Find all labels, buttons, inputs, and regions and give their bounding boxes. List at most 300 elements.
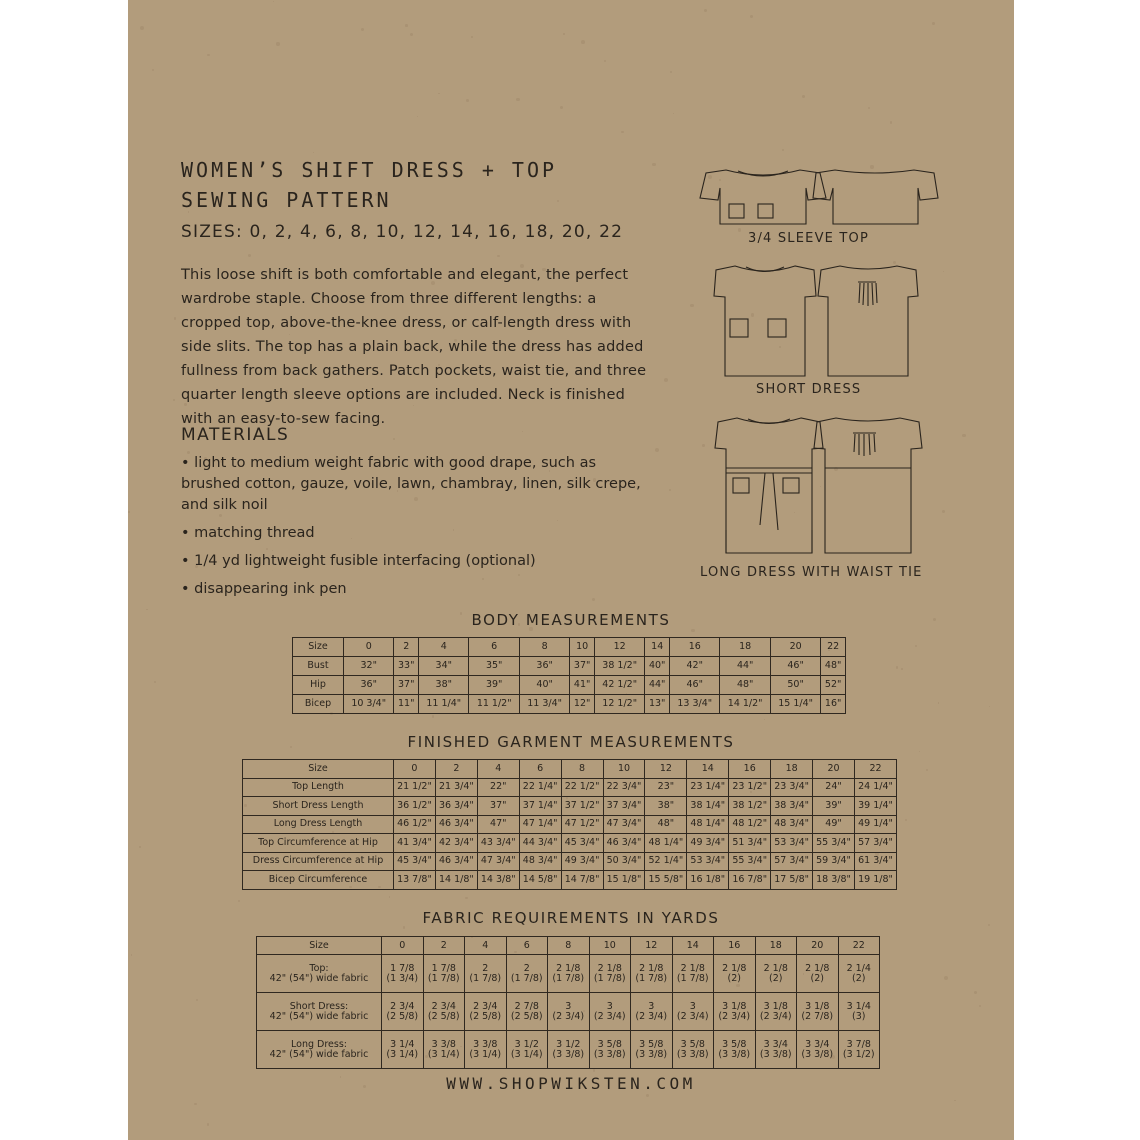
materials-item: • matching thread (181, 525, 315, 541)
table-cell: 36 3/4" (435, 797, 477, 816)
paper-speck (989, 706, 990, 707)
table-cell (506, 993, 548, 1031)
table-cell: 47 1/4" (519, 815, 561, 834)
table-cell (631, 1031, 673, 1069)
table-header-cell: 8 (548, 937, 590, 955)
paper-speck (432, 715, 435, 718)
yardage-value: 3 1/2 (514, 1038, 539, 1050)
yardage-value: 2 1/8 (639, 962, 664, 974)
table-header-cell: 10 (589, 937, 631, 955)
table-cell: 46 1/2" (394, 815, 436, 834)
paper-speck (154, 681, 156, 683)
table-header-cell: 2 (435, 760, 477, 779)
row-label-line1: Long Dress: (291, 1038, 347, 1050)
yardage-value: 2 1/4 (846, 962, 871, 974)
table-cell: 21 1/2" (394, 778, 436, 797)
table-cell (755, 955, 797, 993)
row-label-cell: Bust (293, 657, 344, 676)
table-cell (797, 1031, 839, 1069)
table-cell: 50 3/4" (603, 852, 645, 871)
table-cell: 48 1/2" (729, 815, 771, 834)
table-cell: 48" (821, 657, 846, 676)
table-cell: 44 3/4" (519, 834, 561, 853)
table-cell (797, 993, 839, 1031)
table-cell: 45 3/4" (394, 852, 436, 871)
row-label-cell (257, 1031, 382, 1069)
pattern-title: WOMEN’S SHIFT DRESS + TOP (181, 158, 558, 182)
table-header-cell: 18 (771, 760, 813, 779)
table-header-cell: 18 (755, 937, 797, 955)
table-cell: 46" (670, 676, 720, 695)
table-cell: 23 3/4" (771, 778, 813, 797)
table-cell: 37 1/2" (561, 797, 603, 816)
table-header-cell: 0 (344, 638, 394, 657)
table-cell: 48" (720, 676, 770, 695)
yardage-value: 1 7/8 (390, 962, 415, 974)
yardage-wide-value: (2 5/8) (510, 1010, 543, 1022)
table-cell: 32" (344, 657, 394, 676)
table-cell: 36" (344, 676, 394, 695)
table-row (293, 695, 846, 714)
pattern-subtitle: SEWING PATTERN (181, 188, 392, 212)
table-cell: 49 3/4" (561, 852, 603, 871)
table-cell: 46 3/4" (435, 815, 477, 834)
yardage-value: 3 3/8 (473, 1038, 498, 1050)
table-header-cell: 6 (506, 937, 548, 955)
table-cell: 35" (469, 657, 519, 676)
table-cell: 46" (770, 657, 820, 676)
sleeve-top-back-drawing (813, 170, 938, 224)
table-header-cell: 4 (465, 937, 507, 955)
table-cell: 41" (570, 676, 595, 695)
yardage-wide-value: (2 3/4) (635, 1010, 668, 1022)
table-cell: 45 3/4" (561, 834, 603, 853)
short-dress-front-drawing (714, 266, 816, 376)
table-header-cell: 18 (720, 638, 770, 657)
table-cell: 52 1/4" (645, 852, 687, 871)
row-label-cell (257, 955, 382, 993)
table-cell: 13 7/8" (394, 871, 436, 890)
table-header-cell: 20 (797, 937, 839, 955)
table-header-cell: 20 (770, 638, 820, 657)
table-cell (714, 955, 756, 993)
table-row (243, 778, 897, 797)
table-cell: 52" (821, 676, 846, 695)
fabric-requirements-table (256, 936, 880, 1069)
paper-speck (954, 1100, 955, 1101)
table-cell: 15 5/8" (645, 871, 687, 890)
table-cell (382, 955, 424, 993)
paper-speck (944, 976, 948, 980)
table-cell (465, 955, 507, 993)
table-cell (382, 993, 424, 1031)
table-cell: 42" (670, 657, 720, 676)
row-label-cell: Long Dress Length (243, 815, 394, 834)
yardage-wide-value: (1 7/8) (510, 972, 543, 984)
table-cell: 33" (394, 657, 419, 676)
yardage-wide-value: (1 7/8) (469, 972, 502, 984)
table-cell: 49" (813, 815, 855, 834)
table-header-row (243, 760, 897, 779)
table-header-cell: Size (293, 638, 344, 657)
paper-speck (207, 1123, 209, 1125)
table-cell (465, 993, 507, 1031)
paper-speck (764, 719, 766, 721)
table-cell: 53 3/4" (687, 852, 729, 871)
table-cell: 46 3/4" (435, 852, 477, 871)
table-cell: 41 3/4" (394, 834, 436, 853)
table-cell: 39" (469, 676, 519, 695)
yardage-wide-value: (1 7/8) (676, 972, 709, 984)
paper-speck (139, 846, 140, 847)
table-cell: 38" (645, 797, 687, 816)
yardage-value: 2 1/8 (680, 962, 705, 974)
yardage-wide-value: (3 1/4) (469, 1048, 502, 1060)
paper-speck (926, 769, 928, 771)
yardage-value: 3 1/2 (556, 1038, 581, 1050)
yardage-wide-value: (3 1/4) (510, 1048, 543, 1060)
row-label-cell: Bicep Circumference (243, 871, 394, 890)
paper-speck (196, 999, 198, 1001)
yardage-value: 2 7/8 (514, 1000, 539, 1012)
yardage-value: 2 3/4 (431, 1000, 456, 1012)
pattern-description: This loose shift is both comfortable and elegant, the perfect wardrobe staple. Choose from three different lengths: a cropped top, above-the-knee dress, or calf-length dress with side slits. The top has a plain back, while the dress has added fullness from back gathers. Patch pockets, waist tie, and three quarter length sleeve options are included. Neck is finished with an easy-to-sew facing. (181, 267, 647, 427)
table-row (243, 871, 897, 890)
table-header-cell: 22 (821, 638, 846, 657)
yardage-value: 3 5/8 (639, 1038, 664, 1050)
paper-speck (979, 1005, 981, 1007)
table-cell: 14 3/8" (477, 871, 519, 890)
yardage-value: 2 1/8 (597, 962, 622, 974)
table-header-cell: 14 (687, 760, 729, 779)
yardage-value: 3 1/8 (722, 1000, 747, 1012)
table-cell: 38 3/4" (771, 797, 813, 816)
table-cell (714, 993, 756, 1031)
table-cell: 14 7/8" (561, 871, 603, 890)
table-header-cell: 4 (477, 760, 519, 779)
table-cell: 14 1/8" (435, 871, 477, 890)
table-cell: 24 1/4" (854, 778, 896, 797)
table-cell: 47 3/4" (603, 815, 645, 834)
yardage-value: 2 3/4 (473, 1000, 498, 1012)
table-cell: 57 3/4" (854, 834, 896, 853)
table-cell: 48 1/4" (645, 834, 687, 853)
table-cell: 38" (419, 676, 469, 695)
paper-speck (691, 629, 694, 632)
table-cell: 44" (720, 657, 770, 676)
table-header-cell: 16 (729, 760, 771, 779)
yardage-wide-value: (1 3/4) (386, 972, 419, 984)
table-cell (672, 1031, 714, 1069)
pattern-envelope-back (128, 0, 1014, 1140)
yardage-value: 3 (689, 1000, 696, 1012)
yardage-wide-value: (3 3/8) (801, 1048, 834, 1060)
table-header-cell: 2 (423, 937, 465, 955)
yardage-wide-value: (2 7/8) (801, 1010, 834, 1022)
yardage-wide-value: (2 3/4) (593, 1010, 626, 1022)
table-cell: 17 5/8" (771, 871, 813, 890)
table-cell: 49 3/4" (687, 834, 729, 853)
table-cell (838, 1031, 880, 1069)
yardage-wide-value: (2 5/8) (386, 1010, 419, 1022)
table-header-cell: 14 (672, 937, 714, 955)
table-cell: 16 1/8" (687, 871, 729, 890)
yardage-wide-value: (1 7/8) (552, 972, 585, 984)
table-cell (838, 993, 880, 1031)
table-header-cell: Size (243, 760, 394, 779)
table-cell: 22" (477, 778, 519, 797)
paper-speck (646, 1094, 649, 1097)
yardage-wide-value: (2) (769, 972, 783, 984)
garment-illustrations (128, 0, 1014, 600)
yardage-value: 3 7/8 (846, 1038, 871, 1050)
yardage-value: 3 5/8 (680, 1038, 705, 1050)
table-cell: 37 1/4" (519, 797, 561, 816)
yardage-wide-value: (3 1/4) (427, 1048, 460, 1060)
table-cell: 37" (477, 797, 519, 816)
table-cell: 34" (419, 657, 469, 676)
fabric-requirements-heading: FABRIC REQUIREMENTS IN YARDS (422, 909, 720, 927)
materials-item: • 1/4 yd lightweight fusible interfacing (optional) (181, 553, 536, 569)
table-cell (506, 955, 548, 993)
table-cell: 47 1/2" (561, 815, 603, 834)
table-cell (423, 993, 465, 1031)
table-cell: 14 5/8" (519, 871, 561, 890)
table-cell (423, 1031, 465, 1069)
table-cell: 47" (477, 815, 519, 834)
yardage-wide-value: (3 3/8) (759, 1048, 792, 1060)
table-cell: 22 1/2" (561, 778, 603, 797)
long-dress-back-drawing (814, 418, 922, 553)
body-measurements-heading: BODY MEASUREMENTS (471, 611, 671, 629)
paper-speck (593, 1069, 596, 1072)
yardage-wide-value: (1 7/8) (635, 972, 668, 984)
table-cell (589, 955, 631, 993)
yardage-value: 3 (648, 1000, 655, 1012)
table-cell: 51 3/4" (729, 834, 771, 853)
table-cell: 15 1/8" (603, 871, 645, 890)
table-cell: 11 1/2" (469, 695, 519, 714)
table-cell: 43 3/4" (477, 834, 519, 853)
table-cell (589, 1031, 631, 1069)
body-measurements-table (292, 637, 846, 714)
yardage-wide-value: (2) (852, 972, 866, 984)
yardage-value: 3 3/8 (431, 1038, 456, 1050)
yardage-wide-value: (3 3/8) (593, 1048, 626, 1060)
row-label-cell: Short Dress Length (243, 797, 394, 816)
table-header-row (293, 638, 846, 657)
yardage-value: 2 1/8 (556, 962, 581, 974)
table-cell (548, 1031, 590, 1069)
table-cell: 48 3/4" (771, 815, 813, 834)
paper-speck (389, 896, 391, 898)
table-cell: 36 1/2" (394, 797, 436, 816)
yardage-wide-value: (2 5/8) (427, 1010, 460, 1022)
table-row (257, 1031, 880, 1069)
table-cell: 19 1/8" (854, 871, 896, 890)
table-cell: 38 1/4" (687, 797, 729, 816)
row-label-cell: Dress Circumference at Hip (243, 852, 394, 871)
table-cell: 21 3/4" (435, 778, 477, 797)
table-cell: 22 3/4" (603, 778, 645, 797)
table-row (293, 657, 846, 676)
table-cell: 12" (570, 695, 595, 714)
yardage-wide-value: (2 3/4) (552, 1010, 585, 1022)
table-cell: 13 3/4" (670, 695, 720, 714)
row-label-cell: Hip (293, 676, 344, 695)
row-label-cell (257, 993, 382, 1031)
table-cell (423, 955, 465, 993)
yardage-wide-value: (1 7/8) (427, 972, 460, 984)
row-label-cell: Top Circumference at Hip (243, 834, 394, 853)
table-cell: 36" (519, 657, 569, 676)
table-header-cell: 0 (382, 937, 424, 955)
yardage-wide-value: (2 3/4) (759, 1010, 792, 1022)
table-cell: 24" (813, 778, 855, 797)
yardage-value: 3 3/4 (805, 1038, 830, 1050)
table-header-cell: 22 (838, 937, 880, 955)
yardage-wide-value: (3 3/8) (718, 1048, 751, 1060)
table-cell (631, 993, 673, 1031)
yardage-wide-value: (3 3/8) (676, 1048, 709, 1060)
table-header-cell: 10 (570, 638, 595, 657)
row-label-cell: Bicep (293, 695, 344, 714)
yardage-value: 2 (482, 962, 489, 974)
table-cell: 15 1/4" (770, 695, 820, 714)
table-cell (589, 993, 631, 1031)
row-label-line2: 42" (54") wide fabric (269, 1048, 369, 1060)
table-row (243, 815, 897, 834)
table-cell: 12 1/2" (594, 695, 644, 714)
paper-speck (915, 645, 917, 647)
table-header-cell: 16 (714, 937, 756, 955)
paper-speck (901, 668, 902, 669)
table-cell (672, 993, 714, 1031)
table-header-cell: 8 (519, 638, 569, 657)
figure-label-long-dress: LONG DRESS WITH WAIST TIE (700, 565, 923, 580)
figure-label-short-dress: SHORT DRESS (756, 382, 862, 397)
table-header-cell: 14 (645, 638, 670, 657)
materials-item: • disappearing ink pen (181, 581, 347, 597)
table-cell: 37 3/4" (603, 797, 645, 816)
table-header-cell: 12 (645, 760, 687, 779)
yardage-wide-value: (2 3/4) (718, 1010, 751, 1022)
yardage-value: 2 1/8 (763, 962, 788, 974)
paper-speck (465, 897, 467, 899)
table-row (257, 993, 880, 1031)
finished-garment-heading: FINISHED GARMENT MEASUREMENTS (407, 733, 735, 751)
yardage-wide-value: (3) (852, 1010, 866, 1022)
table-cell: 23 1/2" (729, 778, 771, 797)
yardage-value: 3 1/8 (805, 1000, 830, 1012)
yardage-wide-value: (3 1/2) (842, 1048, 875, 1060)
table-row (257, 955, 880, 993)
paper-speck (238, 900, 240, 902)
yardage-wide-value: (2 5/8) (469, 1010, 502, 1022)
finished-garment-table (242, 759, 897, 890)
yardage-value: 2 1/8 (722, 962, 747, 974)
table-cell: 48 3/4" (519, 852, 561, 871)
yardage-wide-value: (1 7/8) (593, 972, 626, 984)
table-cell (797, 955, 839, 993)
table-header-cell: 10 (603, 760, 645, 779)
table-cell: 11 1/4" (419, 695, 469, 714)
row-label-cell: Top Length (243, 778, 394, 797)
yardage-value: 3 3/4 (763, 1038, 788, 1050)
table-cell: 49 1/4" (854, 815, 896, 834)
table-cell: 38 1/2" (729, 797, 771, 816)
table-cell: 50" (770, 676, 820, 695)
table-row (293, 676, 846, 695)
yardage-wide-value: (2) (810, 972, 824, 984)
website-url: WWW.SHOPWIKSTEN.COM (446, 1074, 696, 1093)
table-header-cell: 12 (594, 638, 644, 657)
table-cell: 11 3/4" (519, 695, 569, 714)
table-cell: 11" (394, 695, 419, 714)
table-cell (465, 1031, 507, 1069)
yardage-value: 3 5/8 (597, 1038, 622, 1050)
table-header-cell: 22 (854, 760, 896, 779)
table-cell: 42 1/2" (594, 676, 644, 695)
table-cell (755, 1031, 797, 1069)
row-label-line1: Short Dress: (289, 1000, 349, 1012)
table-cell: 38 1/2" (594, 657, 644, 676)
table-cell (548, 993, 590, 1031)
materials-item: • light to medium weight fabric with good drape, such as brushed cotton, gauze, voile, lawn, chambray, linen, silk crepe, and silk noil (181, 455, 641, 513)
table-cell (672, 955, 714, 993)
table-cell (506, 1031, 548, 1069)
table-header-cell: Size (257, 937, 382, 955)
row-label-line2: 42" (54") wide fabric (269, 1010, 369, 1022)
table-cell (548, 955, 590, 993)
table-cell: 18 3/8" (813, 871, 855, 890)
yardage-value: 2 3/4 (390, 1000, 415, 1012)
table-header-cell: 8 (561, 760, 603, 779)
yardage-value: 3 1/8 (763, 1000, 788, 1012)
yardage-value: 3 5/8 (722, 1038, 747, 1050)
sizes-line: SIZES: 0, 2, 4, 6, 8, 10, 12, 14, 16, 18, 20, 22 (181, 222, 624, 242)
yardage-wide-value: (3 1/4) (386, 1048, 419, 1060)
table-cell: 55 3/4" (729, 852, 771, 871)
long-dress-front-drawing (715, 418, 823, 553)
figure-label-sleeve-top: 3/4 SLEEVE TOP (748, 231, 870, 246)
table-cell: 22 1/4" (519, 778, 561, 797)
table-header-cell: 0 (394, 760, 436, 779)
materials-heading: MATERIALS (181, 425, 290, 445)
paper-speck (194, 1103, 196, 1105)
table-cell (714, 1031, 756, 1069)
table-cell: 39" (813, 797, 855, 816)
yardage-value: 2 1/8 (805, 962, 830, 974)
table-header-cell: 2 (394, 638, 419, 657)
yardage-value: 2 (523, 962, 530, 974)
table-header-cell: 6 (469, 638, 519, 657)
table-cell (382, 1031, 424, 1069)
table-cell: 39 1/4" (854, 797, 896, 816)
paper-speck (905, 819, 907, 821)
yardage-value: 3 (606, 1000, 613, 1012)
paper-speck (938, 702, 939, 703)
yardage-wide-value: (2) (727, 972, 741, 984)
table-cell: 40" (645, 657, 670, 676)
table-cell (755, 993, 797, 1031)
table-cell: 16" (821, 695, 846, 714)
row-label-line2: 42" (54") wide fabric (269, 972, 369, 984)
yardage-wide-value: (3 3/8) (635, 1048, 668, 1060)
table-cell: 37" (570, 657, 595, 676)
table-cell: 10 3/4" (344, 695, 394, 714)
yardage-value: 3 (565, 1000, 572, 1012)
